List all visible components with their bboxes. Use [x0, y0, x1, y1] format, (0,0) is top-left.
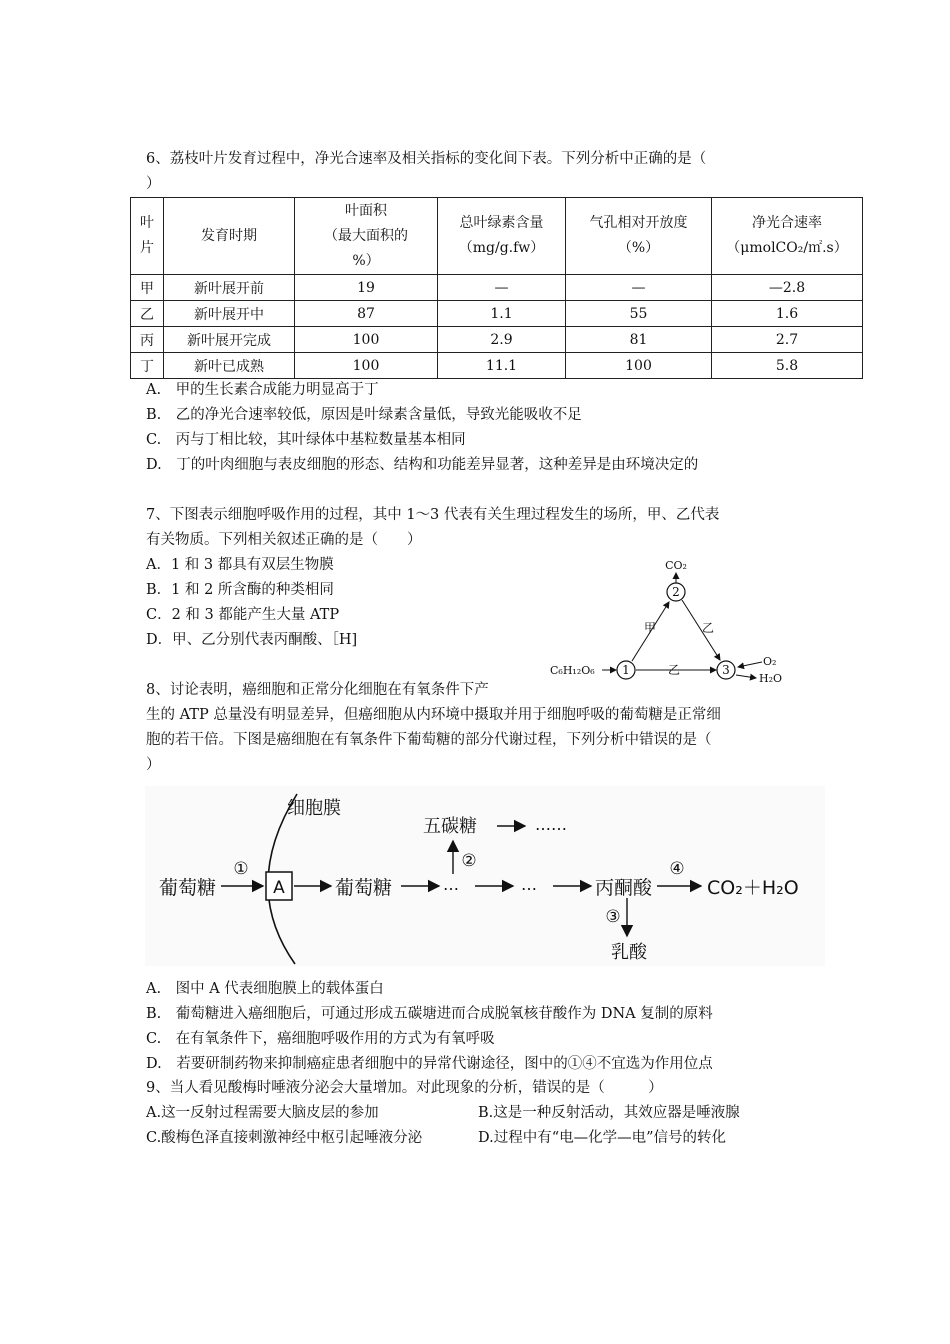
header-photosynthesis: 净光合速率 （μmolCO₂/㎡.s） [712, 198, 863, 275]
q9-option-b: B.这是一种反射活动，其效应器是唾液腺 [478, 1105, 740, 1121]
q6-table [130, 197, 863, 379]
jia-label: 甲 [644, 621, 657, 635]
q9-option-d: D.过程中有“电—化学—电”信号的转化 [478, 1130, 727, 1146]
table-cell: 甲 [131, 275, 164, 301]
table-cell: 100 [566, 353, 712, 379]
table-cell: 100 [295, 353, 438, 379]
arrow-o2-to-3 [738, 662, 762, 667]
table-cell: 丁 [131, 353, 164, 379]
step2-label: ② [461, 851, 477, 871]
table-cell: 新叶展开中 [164, 301, 295, 327]
q7-option-b: B．1 和 2 所含酶的种类相同 [146, 582, 334, 598]
product-label: CO₂＋H₂O [707, 877, 799, 899]
q8-stem-line3: 胞的若干倍。下图是癌细胞在有氧条件下葡萄糖的部分代谢过程，下列分析中错误的是（ [146, 732, 712, 748]
step3-label: ③ [605, 907, 621, 927]
q6-option-b: B. 乙的净光合速率较低，原因是叶绿素含量低，导致光能吸收不足 [146, 407, 582, 423]
q8-option-d: D. 若要研制药物来抑制癌症患者细胞中的异常代谢途径，图中的①④不宜选为作用位点 [146, 1056, 713, 1072]
q6-stem-line2: ） [146, 176, 161, 192]
membrane-label: 细胞膜 [287, 798, 341, 819]
table-cell: 100 [295, 327, 438, 353]
q7-option-d: D．甲、乙分别代表丙酮酸、［H] [146, 632, 358, 648]
h2o-label: H₂O [759, 672, 783, 685]
table-cell: — [566, 275, 712, 301]
header-chlorophyll: 总叶绿素含量 （mg/g.fw） [438, 198, 566, 275]
yi-bottom-label: 乙 [667, 663, 681, 677]
q8-stem-line1: 8、讨论表明，癌细胞和正常分化细胞在有氧条件下产 [146, 682, 489, 698]
q6-stem-line1: 6、荔枝叶片发育过程中，净光合速率及相关指标的变化间下表。下列分析中正确的是（ [146, 151, 707, 167]
node-3-label: 3 [722, 663, 730, 677]
table-cell: 55 [566, 301, 712, 327]
table-row [131, 275, 863, 301]
table-cell: 81 [566, 327, 712, 353]
table-cell: 2.9 [438, 327, 566, 353]
arrow-3-to-h2o [736, 675, 756, 678]
q9-option-c: C.酸梅色泽直接刺激神经中枢引起唾液分泌 [146, 1130, 423, 1146]
table-row [131, 327, 863, 353]
table-cell: — [438, 275, 566, 301]
dots1-label: … [443, 875, 459, 894]
respiration-diagram [548, 556, 798, 686]
q7-stem-line1: 7、下图表示细胞呼吸作用的过程，其中 1～3 代表有关生理过程发生的场所，甲、乙代表 [146, 507, 720, 523]
pentose-label: 五碳糖 [423, 816, 477, 837]
cancer-metabolism-diagram [145, 786, 825, 966]
carrier-a-label: A [273, 878, 285, 898]
table-cell: 87 [295, 301, 438, 327]
table-cell: 新叶展开完成 [164, 327, 295, 353]
table-cell: 新叶展开前 [164, 275, 295, 301]
table-cell: 1.1 [438, 301, 566, 327]
q9-option-a: A.这一反射过程需要大脑皮层的参加 [146, 1105, 379, 1121]
pyruvate-label: 丙酮酸 [595, 877, 653, 899]
q8-option-a: A. 图中 A 代表细胞膜上的载体蛋白 [146, 981, 384, 997]
node-1-label: 1 [622, 663, 630, 677]
table-row [131, 301, 863, 327]
table-cell: 1.6 [712, 301, 863, 327]
table-cell: 乙 [131, 301, 164, 327]
step1-label: ① [233, 859, 249, 879]
dots2-label: … [521, 875, 537, 894]
pentose-dots-label: …… [535, 815, 567, 834]
glucose-outside-label: 葡萄糖 [159, 877, 217, 899]
table-cell: 2.7 [712, 327, 863, 353]
table-row [131, 353, 863, 379]
table-cell: 5.8 [712, 353, 863, 379]
q6-option-c: C. 丙与丁相比较，其叶绿体中基粒数量基本相同 [146, 432, 466, 448]
arrow-2-to-3 [682, 600, 720, 660]
glucose-inside-label: 葡萄糖 [335, 877, 393, 899]
header-leaf-area: 叶面积 （最大面积的 %） [295, 198, 438, 275]
co2-label: CO₂ [665, 559, 687, 572]
q8-stem-line2: 生的 ATP 总量没有明显差异，但癌细胞从内环境中摄取并用于细胞呼吸的葡萄糖是正常细 [146, 707, 721, 723]
glucose-label: C₆H₁₂O₆ [550, 664, 595, 677]
table-cell: 丙 [131, 327, 164, 353]
q8-option-c: C. 在有氧条件下，癌细胞呼吸作用的方式为有氧呼吸 [146, 1031, 495, 1047]
q9-stem: 9、当人看见酸梅时唾液分泌会大量增加。对此现象的分析，错误的是（ ） [146, 1080, 663, 1096]
table-header-row [131, 198, 863, 275]
q8-option-b: B. 葡萄糖进入癌细胞后，可通过形成五碳塘进而合成脱氧核苷酸作为 DNA 复制的原料 [146, 1006, 713, 1022]
header-leaf: 叶 片 [131, 198, 164, 275]
q7-option-a: A．1 和 3 都具有双层生物膜 [146, 557, 334, 573]
node-2-label: 2 [672, 585, 680, 599]
q7-option-c: C．2 和 3 都能产生大量 ATP [146, 607, 340, 623]
lactate-label: 乳酸 [611, 942, 647, 963]
table-cell: —2.8 [712, 275, 863, 301]
q8-stem-line4: ） [146, 757, 161, 773]
step4-label: ④ [669, 859, 685, 879]
o2-label: O₂ [763, 655, 777, 668]
yi-right-label: 乙 [702, 621, 715, 635]
header-stomata: 气孔相对开放度 （%） [566, 198, 712, 275]
header-stage: 发育时期 [164, 198, 295, 275]
table-cell: 11.1 [438, 353, 566, 379]
q6-option-d: D. 丁的叶肉细胞与表皮细胞的形态、结构和功能差异显著，这种差异是由环境决定的 [146, 457, 699, 473]
q7-stem-line2: 有关物质。下列相关叙述正确的是（ ） [146, 532, 422, 548]
q6-option-a: A. 甲的生长素合成能力明显高于丁 [146, 382, 379, 398]
table-cell: 19 [295, 275, 438, 301]
table-cell: 新叶已成熟 [164, 353, 295, 379]
